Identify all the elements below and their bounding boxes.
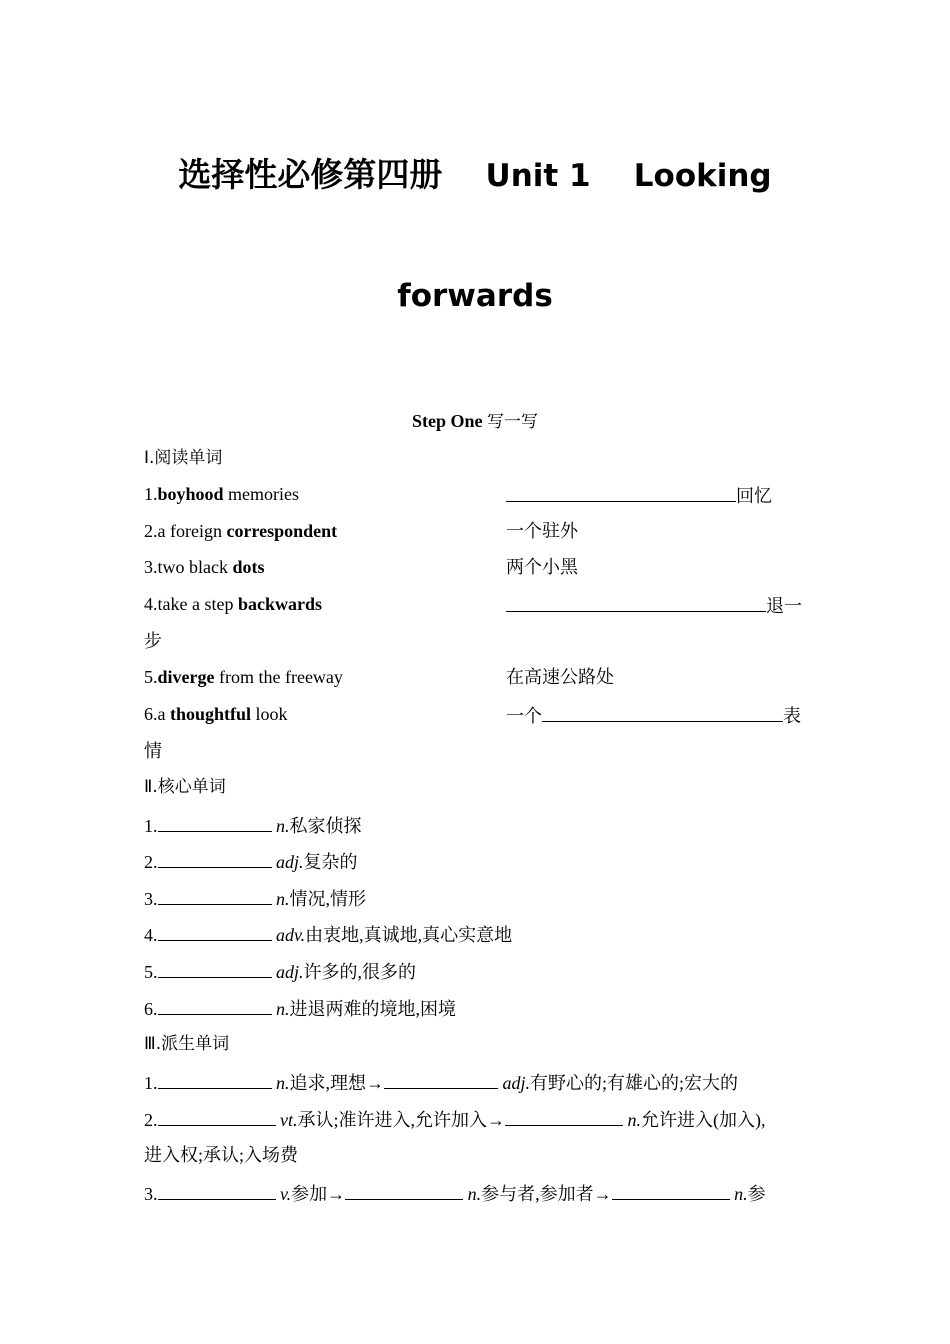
answer-blank[interactable] bbox=[506, 592, 766, 612]
answer-blank[interactable] bbox=[158, 1180, 276, 1200]
answer-blank[interactable] bbox=[506, 482, 736, 502]
core-word-item-2: 2. adj.复杂的 bbox=[144, 848, 358, 874]
reading-item-5-translation: 在高速公路处 bbox=[506, 667, 614, 687]
reading-item-3: 3.two black dots bbox=[144, 557, 265, 577]
reading-item-1-translation: 回忆 bbox=[506, 482, 772, 508]
derived-word-item-1: 1. n.追求,理想→ adj.有野心的;有雄心的;宏大的 bbox=[144, 1069, 738, 1095]
answer-blank[interactable] bbox=[158, 1106, 276, 1126]
reading-item-4: 4.take a step backwards bbox=[144, 594, 322, 614]
reading-item-4-translation: 退一 bbox=[506, 592, 802, 618]
title-english: Unit 1 Looking bbox=[485, 158, 772, 194]
answer-blank[interactable] bbox=[505, 1106, 623, 1126]
core-word-item-4: 4. adv.由衷地,真诚地,真心实意地 bbox=[144, 921, 512, 947]
answer-blank[interactable] bbox=[158, 885, 272, 905]
reading-item-5: 5.diverge from the freeway bbox=[144, 667, 343, 687]
step-heading bbox=[0, 409, 950, 434]
step-chinese: 写一写 bbox=[487, 412, 538, 432]
answer-blank[interactable] bbox=[158, 921, 272, 941]
answer-blank[interactable] bbox=[345, 1180, 463, 1200]
derived-word-item-2: 2. vt.承认;准许进入,允许加入→ n.允许进入(加入), bbox=[144, 1106, 766, 1132]
answer-blank[interactable] bbox=[158, 812, 272, 832]
core-word-item-5: 5. adj.许多的,很多的 bbox=[144, 958, 416, 984]
section-2-heading: Ⅱ.核心单词 bbox=[144, 777, 226, 797]
section-3-heading: Ⅲ.派生单词 bbox=[144, 1034, 230, 1054]
answer-blank[interactable] bbox=[384, 1069, 498, 1089]
reading-item-2: 2.a foreign correspondent bbox=[144, 521, 338, 541]
derived-word-item-3: 3. v.参加→ n.参与者,参加者→ n.参 bbox=[144, 1180, 766, 1206]
reading-item-6: 6.a thoughtful look bbox=[144, 704, 288, 724]
reading-item-2-translation: 一个驻外 bbox=[506, 521, 578, 541]
answer-blank[interactable] bbox=[158, 848, 272, 868]
reading-item-1: 1.boyhood memories bbox=[144, 484, 300, 504]
page-title-line-2: forwards bbox=[397, 278, 553, 314]
section-1-heading: Ⅰ.阅读单词 bbox=[144, 448, 223, 468]
page-title-line-1 bbox=[0, 157, 950, 194]
core-word-item-1: 1. n.私家侦探 bbox=[144, 812, 362, 838]
reading-item-6-wrap: 情 bbox=[144, 741, 162, 761]
reading-item-3-translation: 两个小黑 bbox=[506, 557, 578, 577]
answer-blank[interactable] bbox=[158, 995, 272, 1015]
reading-item-6-translation: 一个 表 bbox=[506, 702, 801, 728]
core-word-item-3: 3. n.情况,情形 bbox=[144, 885, 366, 911]
title-chinese: 选择性必修第四册 bbox=[178, 155, 443, 194]
answer-blank[interactable] bbox=[542, 702, 783, 722]
answer-blank[interactable] bbox=[158, 958, 272, 978]
answer-blank[interactable] bbox=[158, 1069, 272, 1089]
answer-blank[interactable] bbox=[612, 1180, 730, 1200]
step-label: Step One bbox=[411, 411, 483, 431]
derived-word-item-2-wrap: 进入权;承认;入场费 bbox=[144, 1145, 299, 1165]
core-word-item-6: 6. n.进退两难的境地,困境 bbox=[144, 995, 456, 1021]
reading-item-4-wrap: 步 bbox=[144, 631, 162, 651]
